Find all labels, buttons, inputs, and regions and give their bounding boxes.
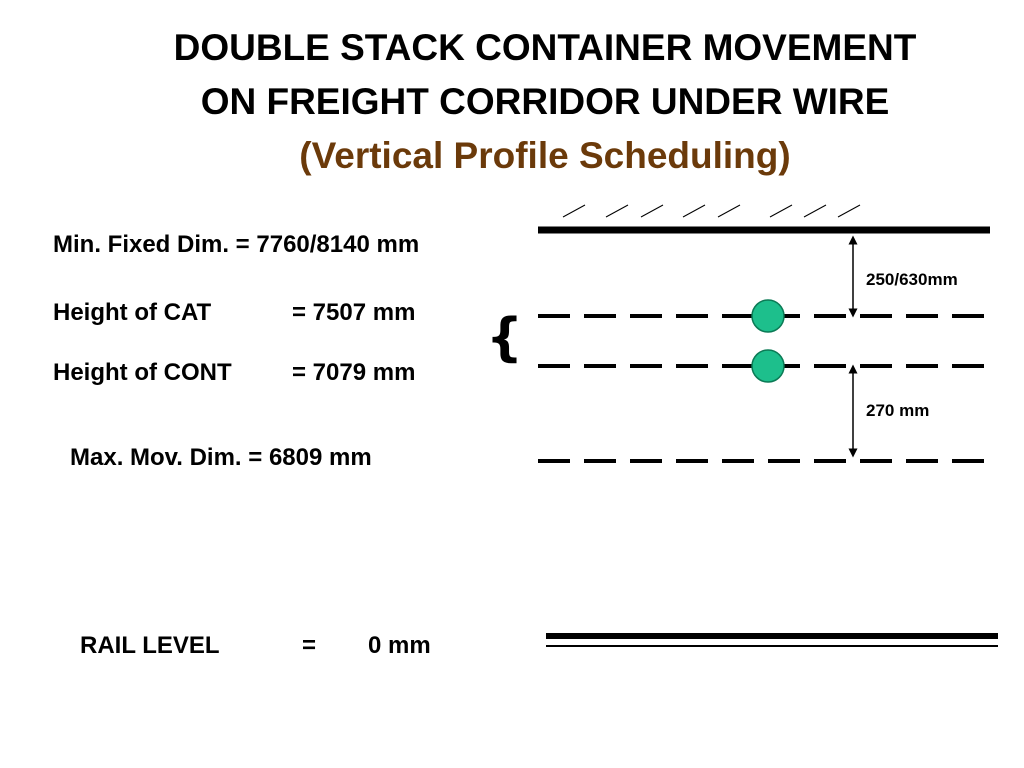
cat-marker-icon: [752, 300, 784, 332]
height-cat-label: Height of CAT: [53, 299, 212, 326]
title-subtitle: (Vertical Profile Scheduling): [299, 135, 791, 176]
max-mov-dim-label: Max. Mov. Dim. = 6809 mm: [70, 444, 372, 471]
height-cont-value: = 7079 mm: [292, 359, 416, 386]
rail-level-line: [546, 636, 998, 646]
cont-marker-icon: [752, 350, 784, 382]
title-line-2: ON FREIGHT CORRIDOR UNDER WIRE: [200, 81, 890, 122]
height-cont-label: Height of CONT: [53, 359, 232, 386]
title-line-1: DOUBLE STACK CONTAINER MOVEMENT: [173, 27, 917, 68]
ground-hatch-icon: [563, 205, 860, 217]
rail-level-label: RAIL LEVEL: [80, 632, 220, 659]
min-fixed-dim-label: Min. Fixed Dim. = 7760/8140 mm: [53, 231, 420, 258]
rail-level-equals: =: [302, 632, 317, 659]
brace-icon: {: [486, 308, 524, 368]
upper-gap-dimension: 250/630mm: [866, 270, 958, 289]
rail-level-value: 0 mm: [368, 632, 431, 659]
height-cat-value: = 7507 mm: [292, 299, 416, 326]
lower-gap-dimension: 270 mm: [866, 401, 930, 420]
